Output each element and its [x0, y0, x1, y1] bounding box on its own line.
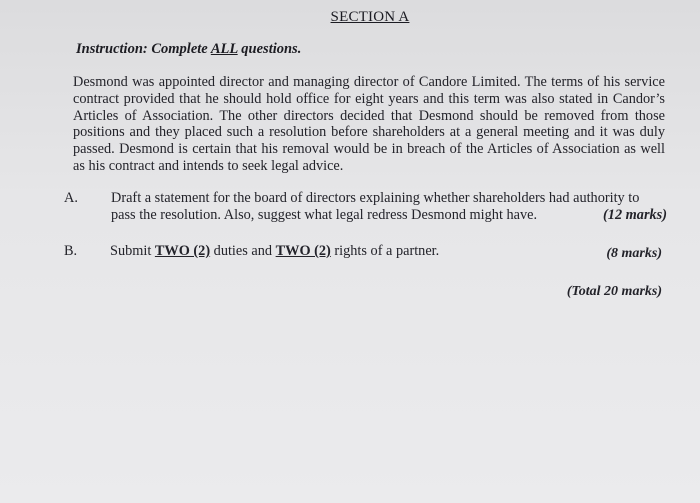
- question-b-part-2: duties and: [210, 243, 276, 259]
- instruction-line: [76, 41, 301, 58]
- question-b-emphasis-2: TWO (2): [275, 243, 331, 259]
- question-a-marks: (12 marks): [603, 206, 667, 223]
- question-b-part-3: rights of a partner.: [330, 243, 440, 259]
- question-a-text: [111, 190, 667, 224]
- scenario-paragraph: Desmond was appointed director and managing director of Candore Limited. The terms of his service contract provided that he should hold office for eight years and this term was also stated in Candor’s Articles of Association. The other directors decided that Desmond should be removed from those positions and they placed such a resolution before shareholders at a general meeting and it was duly passed. Desmond is certain that his removal would be in breach of the Articles of Association as well as his contract and intends to seek legal advice.: [73, 74, 665, 174]
- total-marks: (Total 20 marks): [566, 284, 662, 299]
- instruction-suffix: questions.: [237, 41, 302, 57]
- question-b-text: [110, 243, 439, 260]
- question-b-letter: B.: [64, 243, 78, 259]
- instruction-prefix: Instruction: Complete: [76, 41, 211, 57]
- instruction-emphasis: ALL: [210, 41, 238, 57]
- question-b-marks: (8 marks): [606, 246, 662, 261]
- question-b-part-1: Submit: [110, 243, 155, 259]
- question-a-letter: A.: [64, 190, 78, 206]
- question-b-emphasis-1: TWO (2): [154, 243, 211, 259]
- question-a-body: Draft a statement for the board of directors explaining whether shareholders had authority to pass the resolution. Also, suggest what legal redress Desmond might have.: [111, 190, 640, 223]
- section-title: SECTION A: [330, 9, 410, 25]
